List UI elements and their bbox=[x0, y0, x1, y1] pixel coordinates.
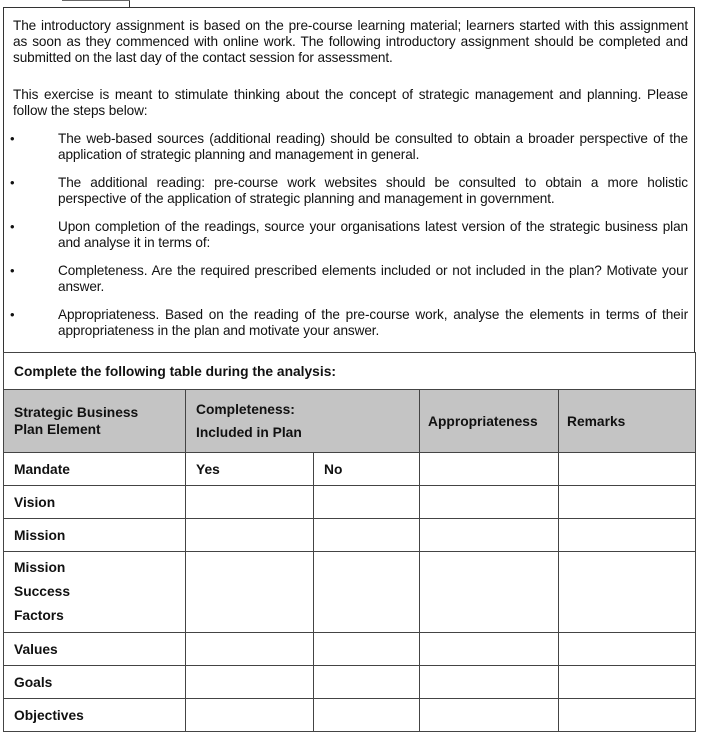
header-element-line1: Strategic Business bbox=[14, 405, 139, 420]
list-item-text: The additional reading: pre-course work websites should be consulted to obtain a more holistic perspective of the application of strategic planning and management in government. bbox=[58, 175, 688, 206]
cell-appropriateness bbox=[420, 519, 559, 552]
cell-appropriateness bbox=[420, 453, 559, 486]
cell-appropriateness bbox=[420, 666, 559, 699]
row-label-mission: Mission bbox=[4, 519, 186, 552]
list-item bbox=[10, 263, 688, 295]
table-row bbox=[4, 519, 696, 552]
cell-no: No bbox=[314, 453, 420, 486]
table-row bbox=[4, 486, 696, 519]
cell-remarks bbox=[559, 486, 696, 519]
cell-yes bbox=[186, 699, 314, 732]
row-label-line3: Factors bbox=[14, 608, 64, 623]
exercise-paragraph: This exercise is meant to stimulate thinking about the concept of strategic management and planning. Please follow the steps below: bbox=[13, 87, 688, 118]
header-completeness-line2: Included in Plan bbox=[196, 425, 302, 440]
cell-appropriateness bbox=[420, 552, 559, 633]
cell-no bbox=[314, 519, 420, 552]
cell-no bbox=[314, 486, 420, 519]
cell-yes: Yes bbox=[186, 453, 314, 486]
bullet-icon: • bbox=[10, 131, 15, 146]
cell-no bbox=[314, 633, 420, 666]
cell-remarks bbox=[559, 552, 696, 633]
cell-no bbox=[314, 552, 420, 633]
row-label-line1: Mission bbox=[14, 560, 66, 575]
row-label-vision: Vision bbox=[4, 486, 186, 519]
header-completeness-line1: Completeness: bbox=[196, 402, 295, 417]
cell-yes bbox=[186, 486, 314, 519]
row-label-mission-success-factors bbox=[4, 552, 186, 633]
header-completeness bbox=[186, 390, 420, 453]
cell-appropriateness bbox=[420, 486, 559, 519]
cell-remarks bbox=[559, 519, 696, 552]
cell-appropriateness bbox=[420, 699, 559, 732]
table-row bbox=[4, 453, 696, 486]
table-caption: Complete the following table during the analysis: bbox=[4, 353, 696, 390]
list-item-text: Completeness. Are the required prescribed elements included or not included in the plan? Motivate your answer. bbox=[58, 263, 688, 294]
list-item-text: Appropriateness. Based on the reading of the pre-course work, analyse the elements in terms of their appropriateness in the plan and motivate your answer. bbox=[58, 307, 688, 338]
list-item bbox=[10, 307, 688, 339]
cell-yes bbox=[186, 633, 314, 666]
table-row bbox=[4, 666, 696, 699]
cell-remarks bbox=[559, 666, 696, 699]
table-row bbox=[4, 552, 696, 633]
cell-appropriateness bbox=[420, 633, 559, 666]
bullet-icon: • bbox=[10, 175, 15, 190]
cell-yes bbox=[186, 552, 314, 633]
bullet-icon: • bbox=[10, 219, 15, 234]
header-appropriateness: Appropriateness bbox=[420, 390, 559, 453]
cell-yes bbox=[186, 519, 314, 552]
cell-remarks bbox=[559, 453, 696, 486]
previous-row-underline bbox=[62, 0, 130, 1]
row-label-line2: Success bbox=[14, 584, 70, 599]
row-label-goals: Goals bbox=[4, 666, 186, 699]
row-label-values: Values bbox=[4, 633, 186, 666]
header-element bbox=[4, 390, 186, 453]
list-item bbox=[10, 175, 688, 207]
analysis-table bbox=[3, 352, 696, 732]
steps-list bbox=[10, 131, 688, 339]
cell-remarks bbox=[559, 633, 696, 666]
header-element-line2: Plan Element bbox=[14, 422, 101, 437]
table-row bbox=[4, 633, 696, 666]
table-header-row bbox=[4, 390, 696, 453]
row-label-objectives: Objectives bbox=[4, 699, 186, 732]
list-item bbox=[10, 131, 688, 163]
row-label-mandate: Mandate bbox=[4, 453, 186, 486]
bullet-icon: • bbox=[10, 307, 15, 322]
cell-no bbox=[314, 699, 420, 732]
table-row bbox=[4, 699, 696, 732]
bullet-icon: • bbox=[10, 263, 15, 278]
list-item-text: Upon completion of the readings, source your organisations latest version of the strategic business plan and analyse it in terms of: bbox=[58, 219, 688, 250]
header-remarks: Remarks bbox=[559, 390, 696, 453]
cell-yes bbox=[186, 666, 314, 699]
cell-no bbox=[314, 666, 420, 699]
intro-paragraph: The introductory assignment is based on the pre-course learning material; learners started with this assignment as soon as they commenced with online work. The following introductory assignment should be completed and submitted on the last day of the contact session for assessment. bbox=[13, 18, 688, 65]
cell-remarks bbox=[559, 699, 696, 732]
list-item-text: The web-based sources (additional reading) should be consulted to obtain a broader perspective of the application of strategic planning and management in general. bbox=[58, 131, 688, 162]
list-item bbox=[10, 219, 688, 251]
